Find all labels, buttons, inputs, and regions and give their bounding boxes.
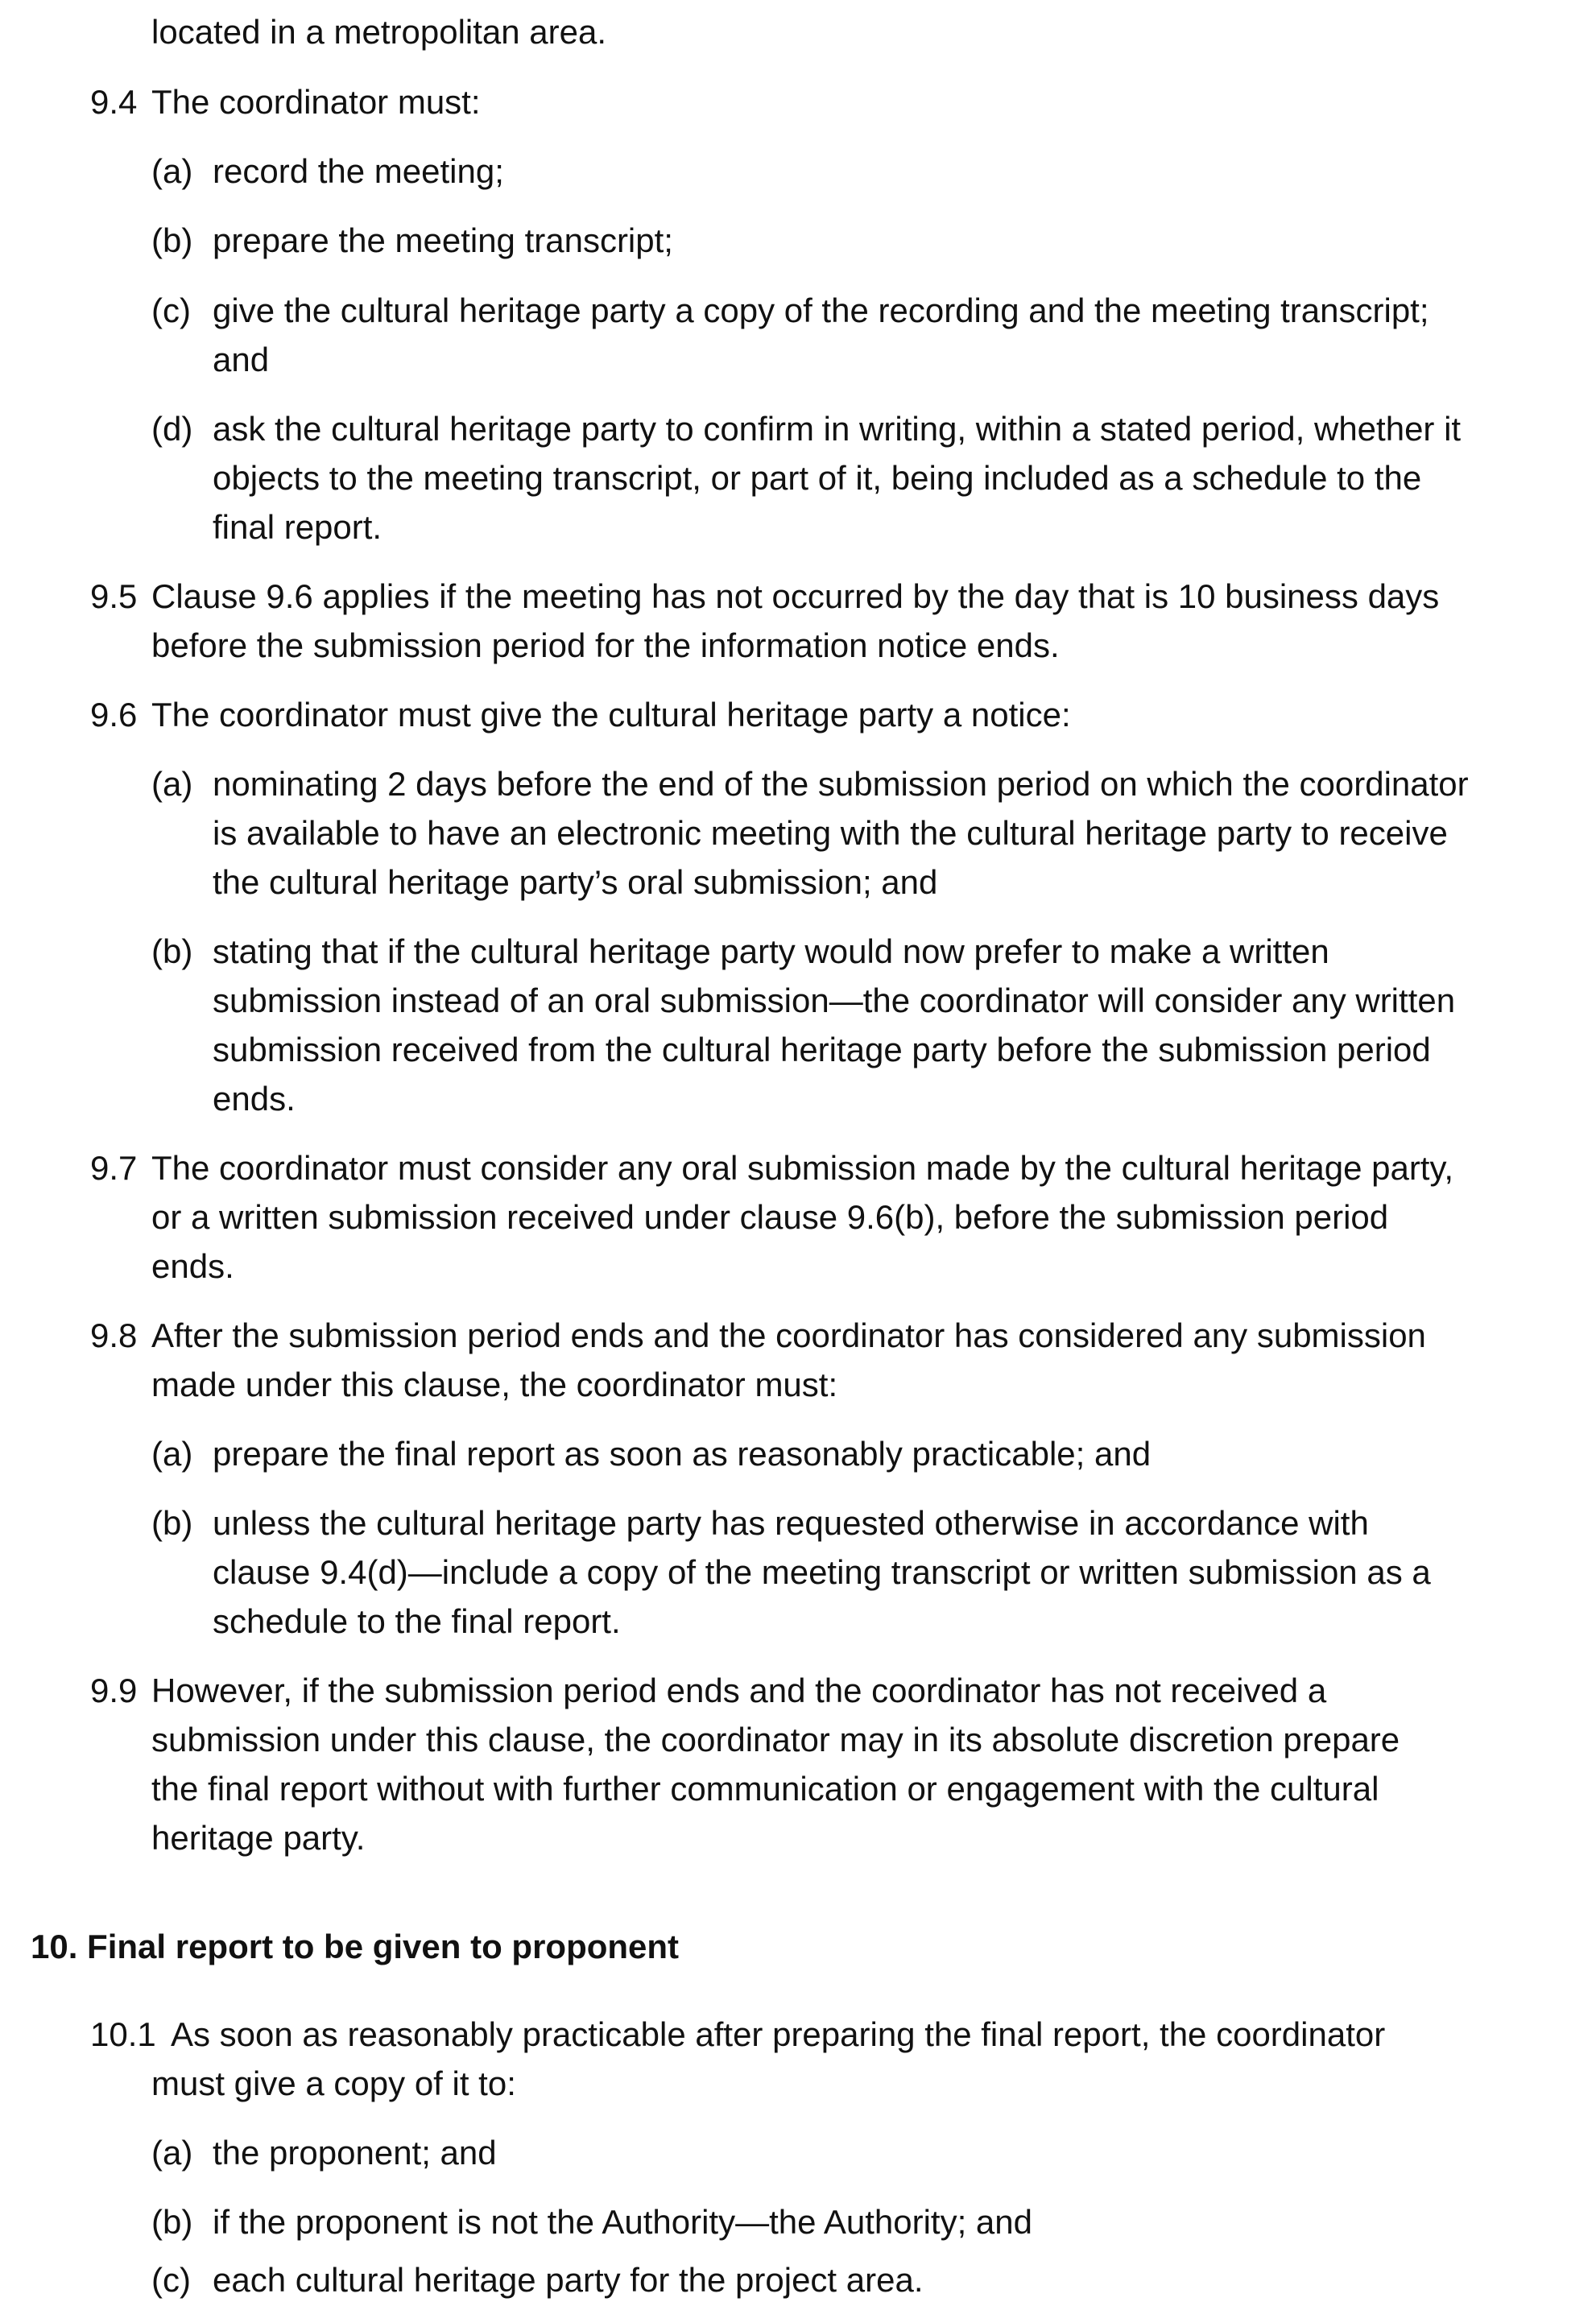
clause-9-6-a-line-1: nominating 2 days before the end of the submission period on which the coordinator <box>213 765 1469 803</box>
clause-9-5-line-2: before the submission period for the information notice ends. <box>151 626 1060 664</box>
clause-9-8-number: 9.8 <box>90 1316 138 1354</box>
clause-9-4-d-label: (d) <box>151 410 193 448</box>
clause-9-4-b-label: (b) <box>151 221 193 259</box>
clause-9-8-a-label: (a) <box>151 1435 193 1473</box>
clause-9-6-a-label: (a) <box>151 765 193 803</box>
clause-9-8-line-1: After the submission period ends and the coordinator has considered any submission <box>151 1316 1426 1354</box>
intro-line: located in a metropolitan area. <box>151 13 607 51</box>
section-10-heading: 10. Final report to be given to proponent <box>31 1928 680 1965</box>
clause-9-4-d-line-1: ask the cultural heritage party to confirm in writing, within a stated period, whether it <box>213 410 1462 448</box>
clause-9-9-line-1: However, if the submission period ends and the coordinator has not received a <box>151 1672 1327 1709</box>
clause-9-5-line-1: Clause 9.6 applies if the meeting has not occurred by the day that is 10 business days <box>151 577 1440 615</box>
clause-9-8-b-label: (b) <box>151 1504 193 1542</box>
clause-9-7-number: 9.7 <box>90 1149 138 1187</box>
clause-10-1-line-2: must give a copy of it to: <box>151 2064 516 2102</box>
clause-10-1-c-line-1: each cultural heritage party for the project area. <box>213 2261 924 2299</box>
clause-9-8-line-2: made under this clause, the coordinator must: <box>151 1366 838 1403</box>
clause-9-5-number: 9.5 <box>90 577 138 615</box>
clause-9-9-number: 9.9 <box>90 1672 138 1709</box>
clause-10-1-number: 10.1 <box>90 2015 156 2053</box>
clause-9-8-b-line-2: clause 9.4(d)—include a copy of the meeting transcript or written submission as a <box>213 1553 1431 1591</box>
clause-9-6-a-line-2: is available to have an electronic meeting with the cultural heritage party to receive <box>213 814 1448 852</box>
clause-9-7-line-2: or a written submission received under clause 9.6(b), before the submission period <box>151 1198 1389 1236</box>
clause-9-9-line-3: the final report without with further communication or engagement with the cultural <box>151 1770 1379 1808</box>
clause-9-6-b-line-3: submission received from the cultural heritage party before the submission period <box>213 1031 1431 1068</box>
clause-9-7-line-3: ends. <box>151 1247 234 1285</box>
clause-9-4-c-line-1: give the cultural heritage party a copy of the recording and the meeting transcript; <box>213 291 1429 329</box>
clause-9-9-line-4: heritage party. <box>151 1819 366 1857</box>
clause-9-4-b-line-1: prepare the meeting transcript; <box>213 221 673 259</box>
clause-9-6-b-line-4: ends. <box>213 1080 296 1118</box>
clause-10-1-line-1: As soon as reasonably practicable after preparing the final report, the coordinator <box>171 2015 1386 2053</box>
clause-9-6-number: 9.6 <box>90 696 138 734</box>
clause-9-8-b-line-1: unless the cultural heritage party has requested otherwise in accordance with <box>213 1504 1369 1542</box>
clause-9-7-line-1: The coordinator must consider any oral submission made by the cultural heritage party, <box>151 1149 1454 1187</box>
clause-9-4-d-line-3: final report. <box>213 508 382 546</box>
clause-9-4-a-label: (a) <box>151 152 193 190</box>
clause-9-4-number: 9.4 <box>90 83 138 121</box>
clause-10-1-b-line-1: if the proponent is not the Authority—the Authority; and <box>213 2203 1032 2241</box>
clause-9-4-c-label: (c) <box>151 291 191 329</box>
clause-9-9-line-2: submission under this clause, the coordinator may in its absolute discretion prepare <box>151 1721 1400 1758</box>
clause-10-1-c-label: (c) <box>151 2261 191 2299</box>
clause-9-4-a-line-1: record the meeting; <box>213 152 504 190</box>
clause-9-8-b-line-3: schedule to the final report. <box>213 1602 621 1640</box>
clause-9-6-b-label: (b) <box>151 932 193 970</box>
clause-9-4-text: The coordinator must: <box>151 83 481 121</box>
clause-10-1-a-line-1: the proponent; and <box>213 2134 497 2172</box>
clause-9-6-b-line-2: submission instead of an oral submission—the coordinator will consider any written <box>213 981 1456 1019</box>
clause-9-4-d-line-2: objects to the meeting transcript, or part of it, being included as a schedule to the <box>213 459 1422 497</box>
clause-10-1-b-label: (b) <box>151 2203 193 2241</box>
clause-9-6-a-line-3: the cultural heritage party’s oral submission; and <box>213 863 938 901</box>
clause-9-8-a-line-1: prepare the final report as soon as reasonably practicable; and <box>213 1435 1152 1473</box>
clause-9-6-b-line-1: stating that if the cultural heritage party would now prefer to make a written <box>213 932 1329 970</box>
clause-10-1-a-label: (a) <box>151 2134 193 2172</box>
clause-9-6-text: The coordinator must give the cultural heritage party a notice: <box>151 696 1071 734</box>
clause-9-4-c-line-2: and <box>213 341 270 378</box>
